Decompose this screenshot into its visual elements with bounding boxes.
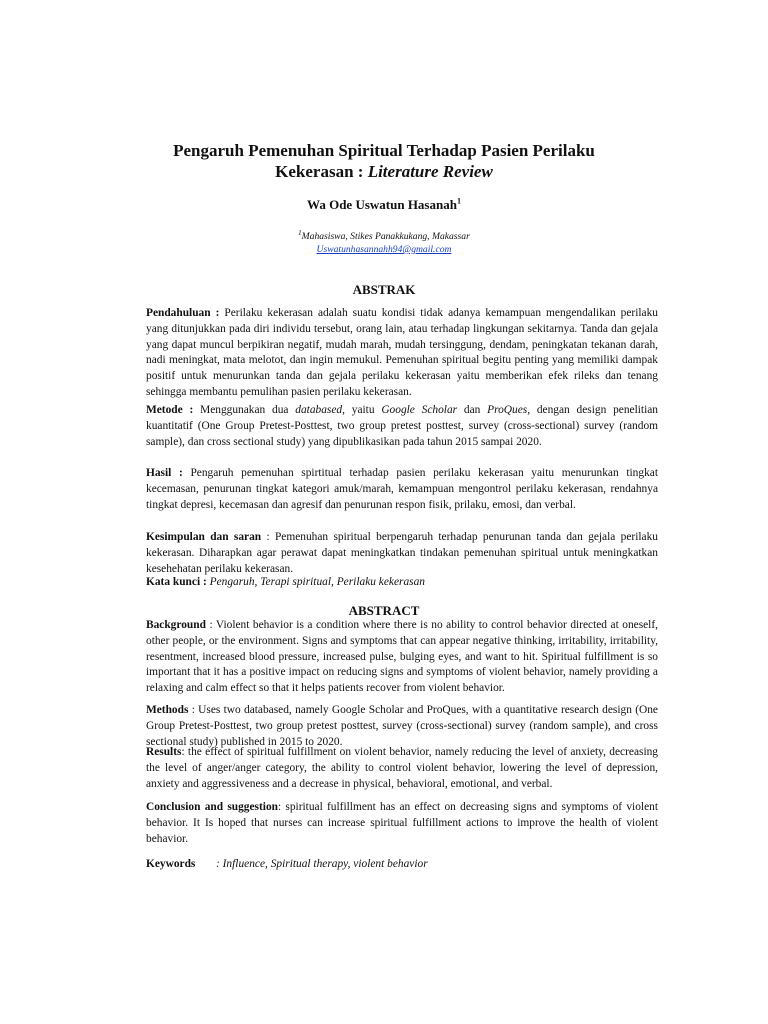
metode-text-4: dengan design penelitian kuantitatif (One Group Pretest-Posttest, two group pretest posttest, survey (cross-sectional) survey (random sample), dan cross sectional study) yang dipublikasikan pada tahun 2015 sampai 2020.	[146, 404, 658, 448]
title-line-2-text: Kekerasan :	[275, 162, 368, 181]
affiliation-superscript: 1	[298, 228, 302, 237]
paper-title	[100, 140, 668, 182]
abstract-heading: ABSTRACT	[348, 603, 420, 618]
title-line-2-italic: Literature Review	[367, 162, 493, 181]
abstract-keywords	[146, 857, 658, 873]
methods-label: Methods	[146, 704, 189, 716]
metode-label: Metode :	[146, 404, 194, 416]
metode-text-1: Menggunakan dua	[193, 404, 296, 416]
title-line-2	[100, 161, 668, 182]
metode-italic-1: databased	[295, 404, 343, 416]
conclusion-label: Conclusion and suggestion	[146, 801, 278, 813]
pendahuluan-text: Perilaku kekerasan adalah suatu kondisi tidak adanya kemampuan mengendalikan perilaku yang ditunjukkan pada diri individu tersebut, orang lain, atau terhadap lingkungan sekitarnya. Tanda dan gejala yang dapat muncul berpikiran negatif, mudah marah, mudah tersinggung, dendam, peningkatan tekanan darah, nadi meningkat, mata melotot, dan ingin memukul. Pemenuhan spiritual begitu penting yang memiliki dampak positif untuk menurunkan tanda dan gejala perilaku kekerasan yaitu memberikan efek rileks dan tenang sehingga membantu pemulihan pasien perilaku kekerasan.	[146, 307, 658, 398]
author-name-text: Wa Ode Uswatun Hasanah	[307, 197, 457, 212]
abstrak-kata-kunci	[146, 575, 658, 591]
affiliation-line	[100, 230, 668, 243]
abstract-methods	[146, 703, 658, 750]
abstrak-pendahuluan	[146, 306, 658, 401]
author-superscript: 1	[456, 196, 461, 206]
metode-italic-2: Google Scholar	[381, 404, 458, 416]
background-label: Background	[146, 619, 206, 631]
abstract-conclusion	[146, 800, 658, 847]
conclusion-text: : spiritual fulfillment has an effect on decreasing signs and symptoms of violent behavior. It Is hoped that nurses can increase spiritual fulfillment actions to improve the health of violent behavior.	[146, 801, 658, 845]
author-affiliation	[100, 230, 668, 256]
hasil-label: Hasil :	[146, 467, 183, 479]
kesimpulan-text: : Pemenuhan spiritual berpengaruh terhadap penurunan tanda dan gejala perilaku kekerasan. Diharapkan agar perawat dapat meningkatkan tindakan pemenuhan spiritual untuk meningkatkan kesehehatan perilaku kekerasan.	[146, 531, 658, 575]
metode-text-2: , yaitu	[342, 404, 382, 416]
keywords-label: Keywords	[146, 858, 196, 870]
metode-italic-3: ProQues,	[487, 404, 531, 416]
kata-kunci-text: Pengaruh, Terapi spiritual, Perilaku kekerasan	[206, 576, 425, 588]
abstrak-kesimpulan	[146, 530, 658, 577]
abstract-background	[146, 618, 658, 697]
results-label: Results	[146, 746, 182, 758]
metode-text-3: dan	[457, 404, 488, 416]
kata-kunci-label: Kata kunci :	[146, 576, 207, 588]
keywords-text: : Influence, Spiritual therapy, violent behavior	[216, 858, 428, 870]
hasil-text: Pengaruh pemenuhan spirtitual terhadap pasien perilaku kekerasan yaitu menurunkan tingkat kecemasan, penurunan tingkat kategori amuk/marah, kemampuan mengontrol perilaku kekerasan, rendahnya tingkat depresi, kecemasan dan agresif dan penurunan respon fisik, prilaku, emosi, dan verbal.	[146, 467, 658, 511]
background-text: : Violent behavior is a condition where there is no ability to control behavior directed at oneself, other people, or the environment. Signs and symptoms that can appear negative thinking, irritability, irritability, resentment, increased blood pressure, increased pulse, bulging eyes, and want to hit. Spiritual fulfillment is so important that it has a positive impact on reducing signs and symptoms of violent behavior, namely providing a relaxing and calm effect so that it helps patients recover from violent behavior.	[146, 619, 658, 695]
kesimpulan-label: Kesimpulan dan saran	[146, 531, 262, 543]
abstrak-metode	[146, 403, 658, 450]
methods-text: : Uses two databased, namely Google Scholar and ProQues, with a quantitative research design (One Group Pretest-Posttest, two group pretest posttest, survey (cross-sectional) survey (random sample), and cross sectional study) published in 2015 to 2020.	[146, 704, 658, 748]
abstract-results	[146, 745, 658, 792]
author-name	[100, 197, 668, 213]
abstrak-heading: ABSTRAK	[352, 282, 416, 297]
pendahuluan-label: Pendahuluan :	[146, 307, 220, 319]
results-text: : the effect of spiritual fulfillment on violent behavior, namely reducing the level of anxiety, decreasing the level of anger/anger category, the ability to control violent behavior, lowering the level of depression, anxiety and aggressiveness and a decrease in physical, behavioral, emotional, and verbal.	[146, 746, 658, 790]
author-email-link[interactable]: Uswatunhasannahh94@gmail.com	[316, 244, 452, 255]
affiliation-text: Mahasiswa, Stikes Panakkukang, Makassar	[301, 231, 470, 242]
title-line-1: Pengaruh Pemenuhan Spiritual Terhadap Pasien Perilaku	[173, 141, 595, 160]
abstrak-hasil	[146, 466, 658, 513]
